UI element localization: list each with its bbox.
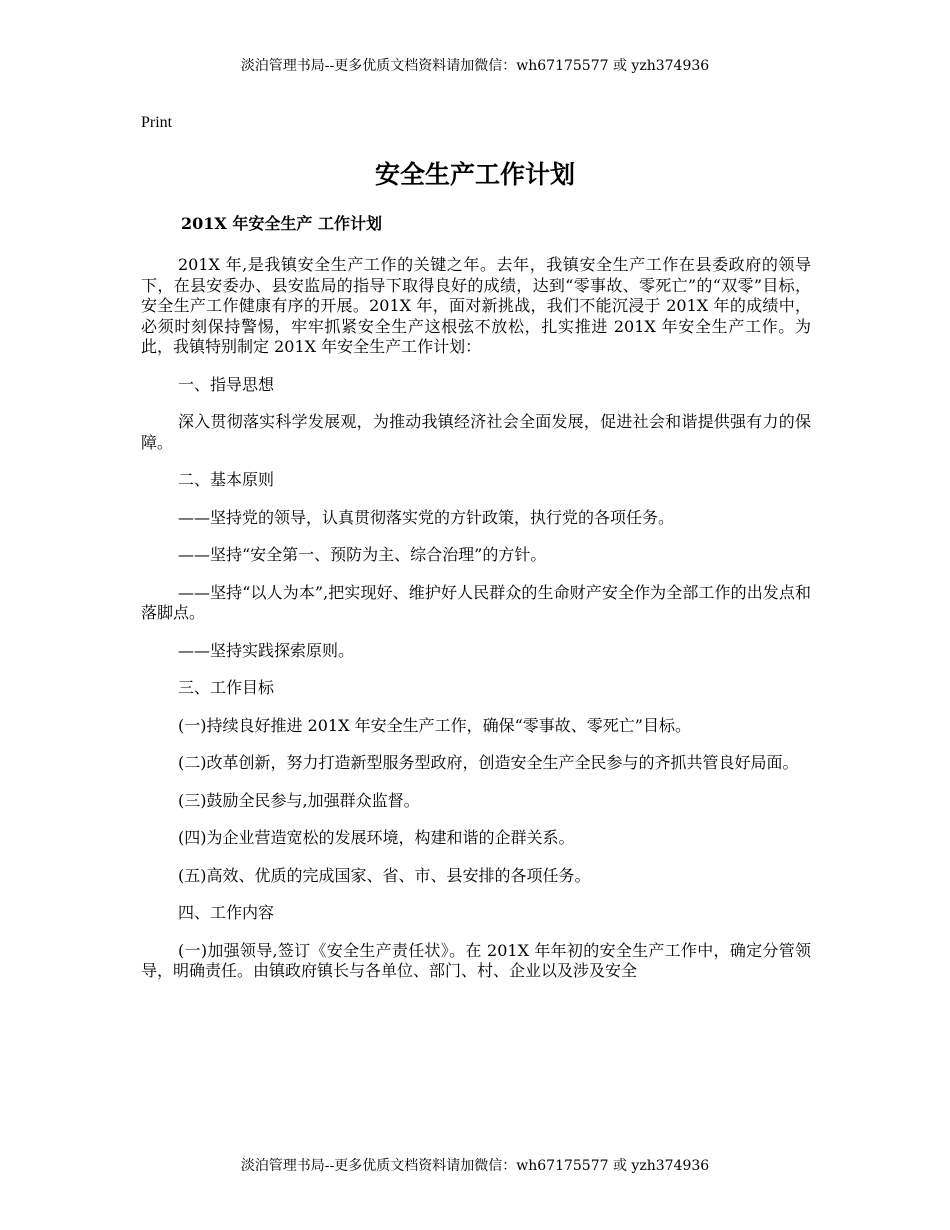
section-heading: 四、工作内容 [178,903,275,922]
list-item: ——坚持实践探索原则。 [178,640,355,660]
intro-paragraph: 201X 年,是我镇安全生产工作的关键之年。去年，我镇安全生产工作在县委政府的领导下，在县安委办、县安监局的指导下取得良好的成绩，达到“零事故、零死亡”的“双零”目标，安全生产工作健康有序的开展。201X 年，面对新挑战，我们不能沉浸于 201X 年的成绩中，必须时刻保持警惕，牢牢抓紧安全生产这根弦不放松，扎实推进 201X 年安全生产工作。为此，我镇特别制定 201X 年安全生产工作计划： [141,255,811,356]
list-item: (二)改革创新，努力打造新型服务型政府，创造安全生产全民参与的齐抓共管良好局面。 [178,753,799,772]
list-item: (五)高效、优质的完成国家、省、市、县安排的各项任务。 [178,865,591,885]
list-item: (三)鼓励全民参与,加强群众监督。 [178,790,420,810]
list-item: (一)持续良好推进 201X 年安全生产工作，确保“零事故、零死亡”目标。 [178,715,691,735]
list-item: ——坚持“以人为本”,把实现好、维护好人民群众的生命财产安全作为全部工作的出发点和落脚点。 [141,582,811,622]
document-title: 安全生产工作计划 [374,160,575,189]
section-heading: 三、工作目标 [178,678,275,697]
document-body [141,255,811,999]
list-item: (一)加强领导,签订《安全生产责任状》。在 201X 年年初的安全生产工作中，确定分管领导，明确责任。由镇政府镇长与各单位、部门、村、企业以及涉及安全 [141,940,811,980]
print-label: Print [141,114,173,131]
section-heading: 一、指导思想 [178,374,275,394]
paragraph: 深入贯彻落实科学发展观，为推动我镇经济社会全面发展，促进社会和谐提供强有力的保障。 [141,412,811,452]
page-footer: 淡泊管理书局--更多优质文档资料请加微信：wh67175577 或 yzh374936 [240,1158,710,1174]
document-subtitle: 201X 年安全生产 工作计划 [181,214,382,233]
list-item: ——坚持党的领导，认真贯彻落实党的方针政策，执行党的各项任务。 [178,507,675,527]
list-item: (四)为企业营造宽松的发展环境，构建和谐的企群关系。 [178,828,575,847]
list-item: ——坚持“安全第一、预防为主、综合治理”的方针。 [178,545,547,564]
page-header: 淡泊管理书局--更多优质文档资料请加微信：wh67175577 或 yzh374936 [240,58,710,74]
section-heading: 二、基本原则 [178,470,275,489]
